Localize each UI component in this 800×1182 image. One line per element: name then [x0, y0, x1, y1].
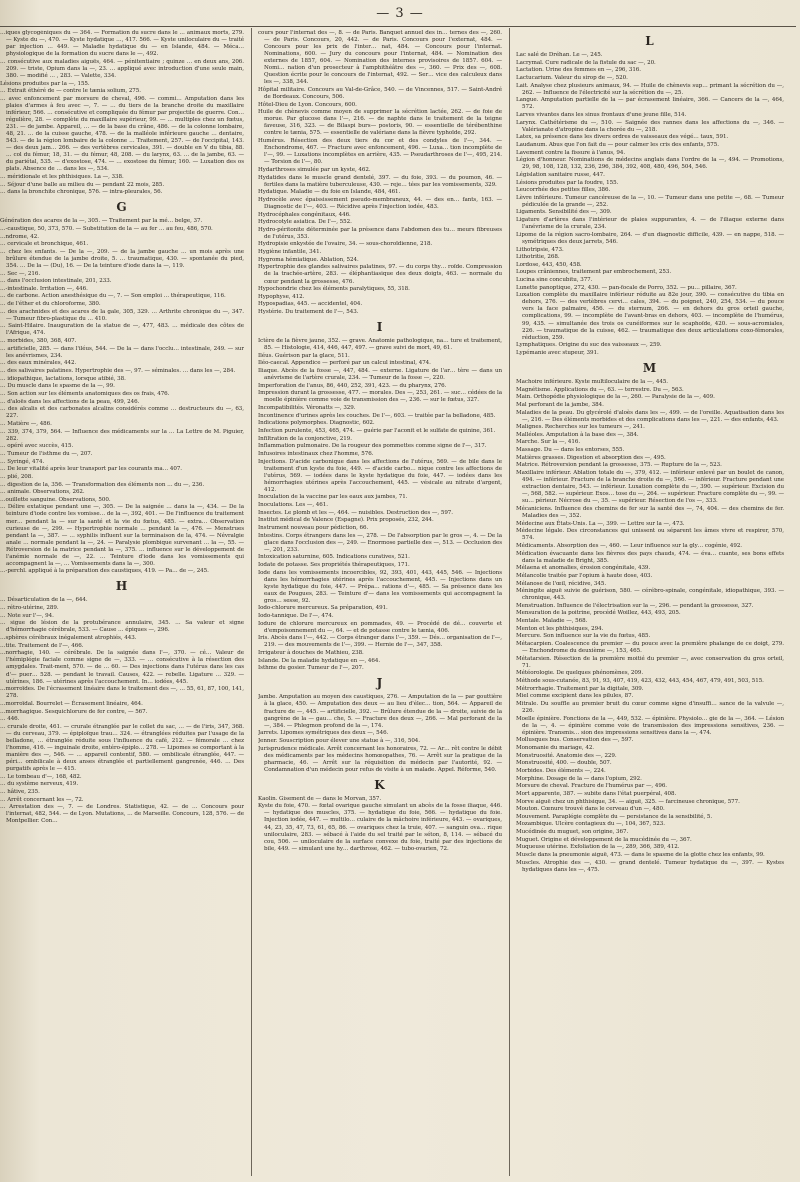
index-entry: Larves vivantes dans les sinus frontaux d'une jeune fille, 514. [516, 111, 687, 118]
index-entry: Mucédinée du muguet, son origine, 367. [516, 829, 629, 836]
index-entry: Hygiène infantile, 341. [258, 249, 322, 256]
index-entry: … hâtive, 235. [0, 789, 40, 796]
index-entry: Lacrymal. Cure radicale de la fistule du sac —, 20. [516, 59, 656, 66]
letter-heading-h: H [115, 579, 129, 594]
index-entry: Hypospadias, 445. — accidentel, 404. [258, 301, 363, 308]
index-entry: Injections. D'acide carbonique dans les affections de l'utérus, 569. — de bile dans le traitement d'un kyste du foie, 449. — d'acide carbo… nique contre les affections de l'utérus, 569. — iodées dans le kyste hydatique du foie, 447. — iodées dans les hémorrhagies utérines après l'accouchement, 445. — vésicale au nitrate d'argent, 412. [258, 458, 502, 493]
index-entry: Iodo-chlorure mercureux. Sa préparation, 491. [258, 605, 388, 612]
index-entry: … sigue de lésion de la protubérance annulaire, 345. … Sa valeur et signe d'hémorrhagie cérébrale, 533. — Cause … épiques —, 296. [0, 620, 244, 634]
index-entry: Malléoles. Amputation à la base des —, 384. [516, 431, 639, 438]
index-entry: …ndrome, 42. [0, 233, 39, 240]
index-entry: Laudanum. Abus que l'on fait du — pour calmer les cris des enfants, 575. [516, 141, 719, 148]
index-entry: Lavement contre la fissure à l'anus, 94. [516, 149, 626, 156]
index-entry: Lordose, 443, 450, 458. [516, 261, 582, 268]
index-entry: Hydrocèle avec épaississement pseudo-membraneux, 44. — des en… fants, 163. — Diagnostic de l'—, 403. — Récidive après l'injection iodée, 483. [258, 196, 502, 210]
letter-heading-i: I [376, 320, 384, 335]
index-entry: Morve aiguë chez un phthisique, 34. — aiguë, 325. — farcineuse chronique, 577. [516, 798, 740, 805]
index-entry: Jambe. Amputation au moyen des caustiques, 276. — Amputation de la — par gouttière à la glace, 450. — Amputation des deux — au lieu d'élec… tion, 564. — Appareil de fracture de —, 445. — artificielle, 392. — Brûlure étendue de la — droite, suivie de la gangrène de la — gau… che, 5. — Fracture des deux —, 266. — Mal perforant de la —, 384. — Phlegmon profond de la —, 174. [258, 694, 502, 729]
index-entry: Menstruation. Influence de l'électrisation sur la —, 296. — pendant la grossesse, 327. [516, 602, 754, 609]
index-entry: Iléo-caecal. Appendice — perforé par un calcul intestinal, 474. [258, 360, 431, 367]
index-entry: Hypochondrie chez les éléments paralytiques, 55, 318. [258, 286, 410, 293]
index-entry: …morroïdal. Bourrelet — Écrasement linéaire, 464. [0, 700, 143, 707]
index-entry: Mélancolie traitée par l'opium à haute dose, 403. [516, 572, 653, 579]
index-entry: … idiopathique, lactations, lorsque atibié, 38. [0, 375, 126, 382]
index-entry: Matrice. Rétroversion pendant la grossesse, 375. — Rupture de la —, 523. [516, 462, 722, 469]
index-entry: Lèvre inférieure. Tumeur cancéreuse de la —, 10. — Tumeur dans une petite —, 68. — Tumeur pédiculée de la grande —, 252. [516, 194, 784, 208]
index-entry: Ictère de la fièvre jaune, 352. — grave. Anatomie pathologique, na… ture et traitement, 85. — Histologie, 414, 446, 447, 497. — grave suivi de mort, 49, 61. [258, 338, 502, 352]
index-entry: Imperforation de l'anus, 86, 440, 252, 391, 423. — du pharynx, 276. [258, 382, 447, 389]
index-entry: Législation sanitaire russe, 447. [516, 171, 605, 178]
index-entry: … De leur vitalité après leur transport par les courants ma… 407. [0, 466, 183, 473]
top-rule [0, 26, 796, 27]
index-entry: … 446. [0, 716, 20, 723]
index-entry: Jenner. Souscription pour élever une statue à —, 316, 504. [258, 737, 420, 744]
index-entry: Hydropisie enkystée de l'ovaire, 34. — sous-choroïdienne, 218. [258, 241, 433, 248]
index-entry: Lymphatiques. Origine du suc des vaisseaux —, 259. [516, 342, 662, 349]
column-divider [251, 28, 252, 1176]
index-entry: Lipome de la région sacro-lombaire, 264. — d'un diagnostic difficile, 439. — en nappe, 518. — symétriques des deux jarrets, 546. [516, 231, 784, 245]
index-entry: Miel comme excipient dans les pilules, 87. [516, 693, 634, 700]
index-entry: … consécutive aux maladies aiguës, 464. — pénitentiaire ; quinze … en deux ans, 206. 209. — triste, Opium dans la —, 23. … appliqué avec introduction d'une seule main, 380. — modifié … , 283. — Valette, 334. [0, 58, 244, 79]
index-entry: Luxation complète du maxillaire inférieur réduite au 82e jour, 390. — consécutive du tibia en dehors, 276. — des vertèbres cervi… cales, 394. — du poignet, 240, 254, 534. — du pouce vers la face palmaire, 456. — du sternum, 266. — en dehors du gros orteil gauche, complications, 99. — incomplète de l'avant-bras en dehors, 403. — incomplète de l'humérus, 99, 435. — simultanée des trois os cunéiformes sur le scaphoïde, 420. — sous-acromiales, 226. — traumatique de la cuisse, 462. — traumatique des deux articulations coxo-fémorales, réduction, 259. [516, 292, 784, 341]
index-entry: … avec enfoncement par morsure de cheval, 496. — commi… Amputation dans les plaies d'armes à feu avec —, 7. — … du tiers de la branche droite du maxillaire inférieur, 566. … consécutive et compliquée du fémur par projectile de guerre. Con… régulière, 28. — complète du maxillaire supérieur, 99. — … multiples chez un fœtus, 231. — de jambe. Appareil, … — de la base du crâne, 486. — de la colonne lombaire, 48, 21. … de la cuisse gauche, 478. — de la malléole inférieure gauche … dentaire, 543. — de la région lombaire de la colonne … Traitement, 257. — de l'occipital, 143. — des deux jam… 266. — des vertèbres cervicales, 391. — double en V du tibia, 88. … col du fémur, 18, 31. — du fémur, 48, 208. — du larynx, 63. … de la jambe, 63. — du pariétal, 535. — d'exostose, 474. — … exostose du fémur, 160. — Luxation des os plats. Absence de … dans les —, 534. [0, 95, 244, 173]
index-entry: Mentale. Maladie —, 568. [516, 618, 588, 625]
index-entry: Lunette panoptique, 272, 430. — pan-focale de Porro, 352. — pu… pillaire, 367. [516, 284, 737, 291]
index-entry: Lactation. Urine des femmes en —, 296, 316. [516, 67, 641, 74]
index-entry: Incontinence d'urines après les couches. De l'—, 603. — traitée par la belladone, 485. [258, 412, 496, 419]
index-entry: Lésions produites par la —, 155. [0, 80, 90, 87]
index-entry: Inflammation pulmonaire. De la rougeur des pommettes comme signe de l'—, 317. [258, 443, 487, 450]
index-entry: Hystérie. Du traitement de l'—, 543. [258, 309, 359, 316]
index-entry: Médecine aux États-Unis. La —, 399. — Lettre sur la —, 473. [516, 520, 685, 527]
index-entry: Hôpital militaire. Concours au Val-de-Grâce, 540. — de Vincennes, 517. — Saint-André de Bordeaux. Concours, 506. [258, 86, 502, 101]
section-i [258, 338, 502, 672]
index-entry: Métacarpien. Coalescence du premier — du pouce avec la première phalange de ce doigt, 279. — Enchondrome du deuxième —, 153, 465. [516, 641, 784, 655]
index-entry: Morbides. Des éléments —, 224. [516, 767, 606, 774]
index-entry: … Arrestation des —, 7. — de Londres. Statistique, 42. — de … Concours pour l'internat, 482, 544. — de Lyon. Mutations, … de Marseille. Concours, 128, 576. — de Montpellier. Con… [0, 804, 244, 825]
index-entry: Indications polymorphes. Diagnostic, 602. [258, 420, 375, 427]
index-entry: Génération des acares de la —, 305. — Traitement par la mé… belge, 37. [0, 218, 203, 225]
index-entry: Maladies de la peau. Du glycérolé d'aloès dans les —, 499. — de l'oreille. Aquatisation dans les —, 216. — Des éléments morbides et des complications dans les —, 221. — des enfants, 443. [516, 409, 784, 423]
index-entry: Huile de chènevis comme moyen de supprimer la sécrétion lactée, 262. — de foie de morue. Par glucose dans l'—, 216. — de naphte dans le traitement de la teigne faveuse, 316, 323. — de Bilaspi burs— postoris, 90. — essentielle de térébenthine contre le tænia, 575. — essentielle de valériane dans la fièvre typhoïde, 292. [258, 109, 502, 137]
index-entry: Ligaments. Sensibilité des —, 309. [516, 209, 612, 216]
index-entry: Mensuration de la poitrine, procédé Woillez, 443, 493, 205. [516, 610, 681, 617]
index-entry: Hydro-péritonite déterminée par la présence dans l'abdomen des tu… meurs fibreuses de l'utérus, 353. [258, 226, 502, 240]
index-entry: Méthode sous-cutanée, 83, 91, 93, 407, 419, 423, 432, 443, 454, 467, 479, 491, 503, 515. [516, 678, 764, 685]
section-m [516, 379, 784, 874]
index-entry: Hydarthroses simulée par un kyste, 462. [258, 166, 371, 173]
index-entry: Intoxication saturnine, 605. Indications curatives, 521. [258, 554, 410, 561]
index-entry: Magnétisme. Applications du —, 63. — terrestre. Du —, 563. [516, 386, 684, 393]
index-entry: …tite. Traitement de l'—, 466. [0, 642, 84, 649]
index-entry: …ouillette sanguine. Observations, 500. [0, 496, 111, 503]
index-entry: Humérus. Résection des deux tiers du cor et des condyles de l'—, 344. — Enchondrome, 467. — Fracture avec enfoncement, 496. — Luxa… tion incomplète de l'—, 99. — Luxations incomplètes en arrière, 435. — Pseudarthroses de l'—, 495, 214. — Torsion de l'—, 80. [258, 138, 502, 166]
index-entry: Mitrale. Du souffle au premier bruit du cœur comme signe d'insuffi… sance de la valvule —, 226. [516, 700, 784, 715]
index-entry: …norrhagie, 140. — cérébrale. De la saignée dans l'—, 370. — cé… Valeur de l'hémiplégie faciale comme signe de —, 333. — … consécutive à la résection des amygdales. Trait-ment, 570. — de … 60. — Des injections dans l'utérus dans les cas d'— puer… 528. — pendant le travail. Causes, 422. — rebelle. Ligature … 329. — utérines, 186. — utérines après l'accouchement. In… iodées, 445. [0, 650, 244, 685]
index-entry: Mouton. Cœnure trouvé dans le cerveau d'un —, 480. [516, 806, 665, 813]
index-entry: Lithotripsie, 473. [516, 246, 564, 253]
index-entry: Matières grasses. Digestion et absorption des —, 495. [516, 454, 666, 461]
index-entry: … Séjour d'une balle au milieu du — pendant 22 mois, 285. [0, 181, 165, 188]
letter-heading-m: M [642, 360, 658, 375]
section-f-continued [0, 30, 244, 196]
index-entry: Mouvement. Paraplégie complète du — persistance de la sensibilité, 5. [516, 813, 713, 820]
index-entry: … de carbone. Action anesthésique du —, 7. — Son emploi … thérapeutique, 116. [0, 293, 226, 300]
index-entry: Lait. Analyse chez plusieurs animaux, 94. — Huile de chènevis sup… primant la sécrétion du —, 262. — Influence de l'électricité sur la sécrétion du —, 25. [516, 82, 784, 96]
index-entry: … crurale droite, 461. — crurale étranglée par le collet du sac, … — de l'iris, 347, 368. — du cerveau, 379. — épiploïque trau… 324. — étranglées réduites par l'usage de la belladone, … étranglée réduite sous l'influence du café, 212. — fémorale … chez l'homme, 416. — inguinale droite, entéro-épiplo… 278. — Lipomes se comportant à la manière des —, 546. — … appareil contentif, 580. — ombilicale étranglée, 447. — péri… ombilicale à deux anses étranglée et partiellement gangrenée, 446. … Des purgatifs après le — 415. [0, 723, 244, 773]
index-entry: … artificielle, 285. — dans l'iléus, 544. — De la — dans l'occlu… intestinale, 249. — sur les anévrismes, 234. [0, 345, 244, 359]
index-entry: Institut médical de Valence (Espagne). Prix proposés, 232, 244. [258, 517, 434, 524]
index-entry: Mélanose de l'œil, récidive, 345. [516, 580, 607, 587]
letter-heading-l: L [645, 34, 655, 48]
index-entry: Inoculation de la vaccine par les eaux aux jambes, 71. [258, 494, 408, 501]
index-entry: Lucina sine concubitu, 377. [516, 277, 593, 284]
index-entry: … des alcalis et des carbonates alcalins considérés comme … destructeurs du —, 63, 227. [0, 406, 244, 420]
index-entry: … Du muscle dans le spasme de la —, 99. [0, 383, 115, 390]
index-entry: Métatarsien. Résection de la première moitié du premier —, avec conservation du gros orteil, 71. [516, 655, 784, 669]
index-entry: Loupes crâniennes, traitement par embrochement, 253. [516, 269, 672, 276]
index-entry: Infection purulente, 453, 465, 474. — guérie par l'aconit et le sulfate de quinine, 361. [258, 428, 496, 435]
index-entry: Lésions produites par la foudre, 155. [516, 179, 619, 186]
index-entry: Lactucarium. Valeur du sirop de —, 520. [516, 74, 628, 81]
index-entry: Mollusques bus. Conservation des —, 597. [516, 737, 634, 744]
index-entry: …-caustique, 50, 373, 570. — Substitution de la — au fer … au feu, 486, 570. [0, 225, 213, 232]
index-column-right [516, 30, 784, 1178]
index-entry: Iliaque. Abcès de la fosse —, 447, 484. — externe. Ligature de l'ar… tère — dans un anévrisme de l'artère crurale, 234. — Tumeur de la fosse —, 220. [258, 368, 502, 382]
index-entry: … Syringé, 474. [0, 458, 45, 465]
index-entry: Iodure de chlorure mercureux en pommades, 49. — Procédé de dé… couverte et d'empoisonnement du —, 64. — et de potasse contre le tænia, 406. [258, 620, 502, 634]
index-entry: Main. Orthopédie physiologique de la —, 260. — Paralysie de la —, 409. [516, 394, 715, 401]
index-entry: Kaolin. Gisement de — dans le Morvan, 357. [258, 795, 382, 802]
index-entry: Hydatides dans le muscle grand dentelé, 397. — du foie, 393. — du poumon, 46. — fertiles dans la matière tuberculeuse, 430. — reje… tées par les vomissements, 329. [258, 174, 502, 188]
index-entry: … plié, 208. [0, 473, 33, 480]
index-entry: … du système nerveux, 419. [0, 781, 79, 788]
letter-heading-g: G [116, 200, 128, 215]
index-entry: Jarrets. Lipomes symétriques des deux —, 546. [258, 730, 389, 737]
index-entry: … des arachnides et des acares de la gale, 305, 329. … Arthrite chronique du —, 347. — Tumeur fibro-plastique du … 410. [0, 308, 244, 322]
index-entry: Muqueuse utérine. Exfoliation de la —, 289, 366, 389, 412. [516, 844, 680, 851]
index-entry: …morroïdes. De l'écrasement linéaire dans le traitement des —, … 55, 61, 87, 100, 141, 278. [0, 686, 244, 700]
index-entry: … des eaux minérales, 442. [0, 360, 77, 367]
index-entry: Massage. Du — dans les entorses, 555. [516, 447, 625, 454]
index-entry: Monstruosité. Anatomie des —, 229. [516, 752, 617, 759]
index-entry: … morbides, 380, 368, 407. [0, 338, 77, 345]
index-entry: Iodate de potasse. Ses propriétés thérapeutiques, 171. [258, 561, 410, 568]
index-entry: Hydrocéphales congénitaux, 446. [258, 211, 351, 218]
index-entry: … 339, 374, 379, 564. — Influence des médicaments sur la … La Lettre de M. Piguier, 282. [0, 428, 244, 442]
index-entry: Langue. Amputation partielle de la — par écrasement linéaire, 366. — Cancers de la —, 464, 572. [516, 97, 784, 111]
index-entry: Iris. Abcès dans l'—, 442. — Corps étranger dans l'—, 359. — Dés… organisation de l'—, 219. — des mouvements de l'—, 399. — Hernie de l'—, 347, 358. [258, 635, 502, 649]
index-entry: … cervicale et bronchique, 461. [0, 241, 89, 248]
index-entry: … animale. Observations, 262. [0, 489, 85, 496]
section-h-continued [258, 30, 502, 316]
index-entry: … dans la bronchite chronique, 576. — intra-pleurales, 56. [0, 189, 163, 196]
index-entry: Lithotritie, 268. [516, 254, 560, 261]
index-entry: … Désarticulation de la —, 644. [0, 597, 88, 604]
index-entry: … Matière —, 486. [0, 420, 52, 427]
page-number: — 3 — [376, 6, 424, 21]
index-entry: … Saint-Hilaire. Inauguration de la statue de —, 477, 483. … médicale des côtes de l'Afrique, 474. [0, 323, 244, 337]
index-entry: Machoire inférieure. Kyste multiloculaire de la —, 445. [516, 378, 669, 385]
index-entry: Irrigateur à douches de Mathieu, 238. [258, 650, 364, 657]
index-entry: … de l'éther et du chloroforme, 380. [0, 301, 101, 308]
index-entry: Instrument nouveau pour pédiction, 66. [258, 524, 369, 531]
index-entry: Incompatibilités. Véronatts —, 329. [258, 405, 356, 412]
index-entry: Métrorrhagie. Traitement par la digitale, 309. [516, 685, 644, 692]
index-entry: Intestins. Corps étrangers dans les —, 278. — De l'absorption par le gros —, 4. — De la glace dans l'occlusion des —, 249. — Enormose partielle des —, 513. — Occlusion des —, 201, 233. [258, 532, 502, 553]
index-entry: Hydrocotyle asiatica. De l'—, 552. [258, 219, 352, 226]
index-entry: … des salivaires palatines. Hypertrophie des —, 97. — séminales. … dans les —, 284. [0, 368, 236, 375]
index-entry: Morphine. Dosage de la — dans l'opium, 292. [516, 775, 642, 782]
index-entry: Menton et les phthisiques, 294. [516, 625, 604, 632]
index-entry: Iode dans les vomissements incoercibles, 92, 393, 401, 443, 445, 546. — Injections dans les hémorrhagies utérines après l'accouchement, 445. — Injections dans un kyste hydatique du foie, 447. — Prépa… rations d'—, 485. — Sa présence dans les eaux de Pougues, 283. — Teinture d'— dans les vomissements qui accompagnent la gros… sesse, 92. [258, 569, 502, 604]
column-divider [509, 28, 510, 1176]
index-entry: …-perchl. appliqué à la préparation des caustiques, 419. — Pa… de —, 245. [0, 568, 209, 575]
index-entry: Médication évacuante dans les fièvres des pays chauds, 474. — éva… cuante, ses bons effets dans la maladie de Bright, 385. [516, 550, 784, 564]
index-entry: cours pour l'internat des —, 8. — de Paris. Banquet annuel des in… ternes des —, 260. — de Paris. Concours, 20, 442. — de Paris. Concours pour l'externat, 484. — Concours pour les prix de l'inter… nat, 484. — Concours pour l'internat. Nominations, 600. — Jury du concours pour l'internat, 484. — Nomination des externes de 1857, 604. — Nomination des internes provisoires de 1857. 604. — Nomi… nation d'un prosecteur à l'amphithéâtre des —, 360. — Prix des —, 608. Question écrite pour le concours de l'internat, 492. — Ser… vice des calculeux dans les —, 338, 344. [258, 30, 502, 86]
index-entry: Hygroma hémiatique. Ablation, 524. [258, 256, 359, 263]
index-entry: Hydatique. Maladie — du foie en Islande, 484, 461. [258, 189, 401, 196]
index-entry: Malignes. Recherches sur les tumeurs —, 241. [516, 424, 645, 431]
index-entry: Impression durant la grossesse, 477. — morales. Des —, 253, 261. — suc… cédées de la moelle épinière comme voie de transmission des —, 236. — sur le fœtus, 327. [258, 390, 502, 404]
index-entry: Mort apparente, 387. — subite dans l'état puerpéral, 408. [516, 790, 677, 797]
letter-heading-j: J [376, 676, 384, 691]
index-entry: … Arrêt concernant les —, 72. [0, 796, 84, 803]
index-entry: Mélaena et anomalies, érosion congénitale, 439. [516, 565, 651, 572]
index-entry: Larynx. Cathétérisme du —, 510. — Saignée des rannes dans les affections du —, 346. — Valérianate d'atropine dans la chorée du —, 218. [516, 119, 784, 133]
index-entry: Muscles. Atrophie des —, 430. — grand dentelé. Tumeur hydatique du —, 397. — Kystes hydatiques dans les —, 475. [516, 859, 784, 873]
index-entry: Médecine légale. Des circonstances qui unissent ou séparent les âmes vivre et respirer, 570, 574. [516, 528, 784, 542]
index-entry: Islande. De la maladie hydatique en —, 464. [258, 657, 381, 664]
index-entry: … Son action sur les éléments anatomiques des os frais, 476. [0, 391, 170, 397]
index-entry: Hypertrophie des glandes salivaires palatines, 97. — du corps thy… roïde. Compression de la trachée-artère, 283. — éléphantiasique des deux doigts, 463. — normale du cœur pendant la grossesse, 476. [258, 264, 502, 285]
index-entry: Monomanie du mariage, 42. [516, 745, 595, 752]
index-entry: Monstruosité, 400. — double, 507. [516, 760, 612, 767]
index-entry: Méningite aiguë suivie de guérison, 580. — cérébro-spinale, congénitale, idiopathique, 393. — chronique, 443. [516, 588, 784, 602]
index-entry: … Sec —, 216. [0, 270, 41, 277]
index-entry: Maxillaire inférieur. Ablation totale du —, 379, 412. — inférieur enlevé par un boulet de canon, 494. — inférieur. Fracture de la branche droite du —, 566. — inférieur. Fracture pendant une extraction dentaire, 543. — inférieur. Luxation complète du —, 390. — supérieur. Excision du —, 568, 582. — supérieur. Exos… tose du —, 264. — supérieur. Fracture complète du —, 99. — su… périeur. Nécrose du —, 35. — supérieur. Résection de l'os —, 333. [516, 470, 784, 505]
index-entry: Hypophyse, 412. [258, 293, 305, 300]
index-entry: … Tumeur de l'isthme du —, 207. [0, 450, 93, 457]
index-entry: … d'aloës dans les affections de la peau, 499, 246. [0, 398, 140, 405]
index-entry: Iodo-tannique. De l'—, 474. [258, 613, 334, 620]
index-entry: …-intestinale. Irritation —, 446. [0, 285, 88, 292]
index-entry: … rétro-utérine, 289. [0, 605, 59, 612]
index-entry: … méridionale et les phthisiques. La —, 338. [0, 173, 124, 180]
index-entry: …morrhagique. Sesquichlorure de fer contre, — 567. [0, 708, 148, 715]
index-entry: Isthme du gosier. Tumeur de l'—, 207. [258, 665, 364, 672]
index-entry: Kyste du foie, 470. — fœtal ovarique gauche simulant un abcès de la fosse iliaque, 446. — hydatique des muscles, 375. — hydatique du foie, 566. — hydatique du foie. Injection iodée, 447. — multilo… culaire de la mâchoire inférieure, 443. — ovariques, 44, 23, 35, 47, 73, 61, 65, 86. — ovariques chez la truie, 407. — sanguin ova… rique uniloculaire, 283. — sébacé à l'aide du sel traité par le séton, 8, 114. — sébacé du cou, 506. — uniloculaire de la surface convexe du foie, traité par des injections de bile, 449. — simulant une hy… darthrose, 462. — tubo-ovarien, 72. [258, 803, 502, 852]
index-entry: Mercure. Son influence sur la vie du fœtus, 485. [516, 633, 651, 640]
index-entry: Mécaniciens. Influence des chemins de fer sur la santé des —, 74, 404. — des chemins de fer. Maladies des —, 352. [516, 505, 784, 519]
index-entry: Latex, sa présence dans les divers ordres de vaisseaux des végé… taux, 591. [516, 134, 729, 141]
index-entry: … digestion de la, 356. — Transformation des éléments non … du —, 236. [0, 481, 205, 488]
index-entry: Mozambique. Ulcère contagieux du —, 104, 367, 523. [516, 821, 665, 828]
section-l [516, 52, 784, 357]
index-entry: … Note sur l'—, 94. [0, 612, 54, 619]
index-entry: … Délire extatique pendant une —, 305. — De la saignée … dans la —, 434. — De la teinture d'iode contre les vomisse… de la —, 392, 401. — De l'influence du traitement mer… pendant la — sur la santé et la vie du fœtus, 485. — extra… Observation curieuse de —, 299. — Hypertrophie normale … pendant la —, 476. — Menstrues pendant la —, 387. — … syphilis influent sur la terminaison de la, 474. — Névralgie anale … normale pendant la —, 24. — Paralysie plombique survenant … la —, 55. — Rétroversion de la matrice pendant la —, 375. … influence sur le développement de l'anémie normale de —, 22. … Teinture d'iode dans les vomissements qui accompagnent la —, … Vomissements dans la —, 300. [0, 504, 244, 567]
index-entry: … chez les enfants. — De la —, 209. — de la jambe gauche … un mois après une brûlure étendue de la jambe droite, 5. … traumatique, 430. — spontanée du pied, 354. … De la — (Du), 16. — De la teinture d'iode dans la —, 119. [0, 248, 244, 269]
index-entry: Muguet. Origine et développement de la mucédinée du —, 367. [516, 836, 692, 843]
index-entry: Morsure de cheval. Fracture de l'humérus par —, 496. [516, 783, 668, 790]
index-column-left [0, 30, 244, 1178]
index-entry: Hôtel-Dieu de Lyon. Concours, 600. [258, 101, 357, 108]
index-entry: Mal perforant de la jambe, 384. [516, 401, 604, 408]
section-k [258, 796, 502, 853]
index-entry: Jurisprudence médicale. Arrêt concernant les honoraires, 72. — Ar… rêt contre le débit des médicaments par les médecins homœopathes, 76. — Arrêt sur la pratique de la pharmacie, 46. — Arrêt sur la réquisition du médecin par l'autorité, 92. — Condamnation d'un médecin pour refus de visite à un malade. Appel. Réforme, 540. [258, 745, 502, 773]
index-entry: Médicaments. Absorption des —, 460. — Leur influence sur la gly… cogénie, 492. [516, 542, 743, 549]
index-entry: … dans l'occlusion intestinale, 201, 233. [0, 278, 112, 285]
section-g [0, 218, 244, 575]
section-h [0, 597, 244, 825]
index-entry: Inoculations. Les —, 461. [258, 502, 328, 509]
index-entry: Leucorrhée des petites filles, 386. [516, 187, 611, 194]
index-entry: Muscle dans la pneumonie aiguë, 473. — dans le spasme de la glotte chez les enfants, 99. [516, 852, 765, 858]
index-entry: Marche. Sur la —, 416. [516, 439, 581, 446]
index-entry: Moelle épinière. Fonctions de la —, 449, 532. — épinière. Physiolo… gie de la —, 364. — Lésion de la —, 4. — épinière comme voie de transmission des impressions sensitives, 236. — épinière. Transmis… sion des impressions sensitives dans la —, 474. [516, 715, 784, 736]
index-entry: Lac salé de Dréhan. Le —, 245. [516, 52, 603, 58]
index-entry: … opéré avec succès, 415. [0, 443, 74, 450]
index-entry: Infiltration de la conjonctive, 219. [258, 435, 352, 442]
index-entry: … Le tombeau d'—, 168, 482. [0, 773, 82, 780]
index-column-middle [258, 30, 502, 1178]
index-entry: Insectes. Le plomb et les —, 464. — nuisibles. Destruction des —, 597. [258, 509, 453, 516]
index-entry: Légion d'honneur. Nominations de médecins anglais dans l'ordre de la —, 494. — Promotions, 29, 98, 108, 128, 132, 236, 296, 384, 392, 408, 480, 496, 504, 546. [516, 157, 784, 171]
index-entry: Lypémanie avec stupeur, 391. [516, 349, 599, 356]
letter-heading-k: K [374, 777, 386, 792]
index-entry: Infusoires intestinaux chez l'homme, 576. [258, 450, 374, 457]
index-entry: Météorologie. De quelques phénomènes, 209. [516, 670, 644, 677]
index-entry: … Extrait éthéré de — contre le tænia solium, 275. [0, 88, 141, 95]
index-entry: Iléus. Guérison par la glace, 511. [258, 352, 350, 359]
index-entry: …iques glycogéniques du — 364. — Formation du sucre dans le … animaux morts, 279. — Kyste du —, 470. — Kyste hydatique …, 417. 566. — Kyste uniloculaire du — traité par injection … 449. — Maladie hydatique du — en Islande, 484. — Méca… physiologique de la formation du sucre dans le —, 492. [0, 30, 244, 58]
section-j [258, 694, 502, 773]
index-entry: …sphères cérébraux inégalement atrophiés, 443. [0, 635, 137, 642]
index-entry: Ligature d'artères dans l'intérieur de plaies suppurantes, 4. — de l'iliaque externe dans l'anévrisme de la crurale, 234. [516, 217, 784, 231]
